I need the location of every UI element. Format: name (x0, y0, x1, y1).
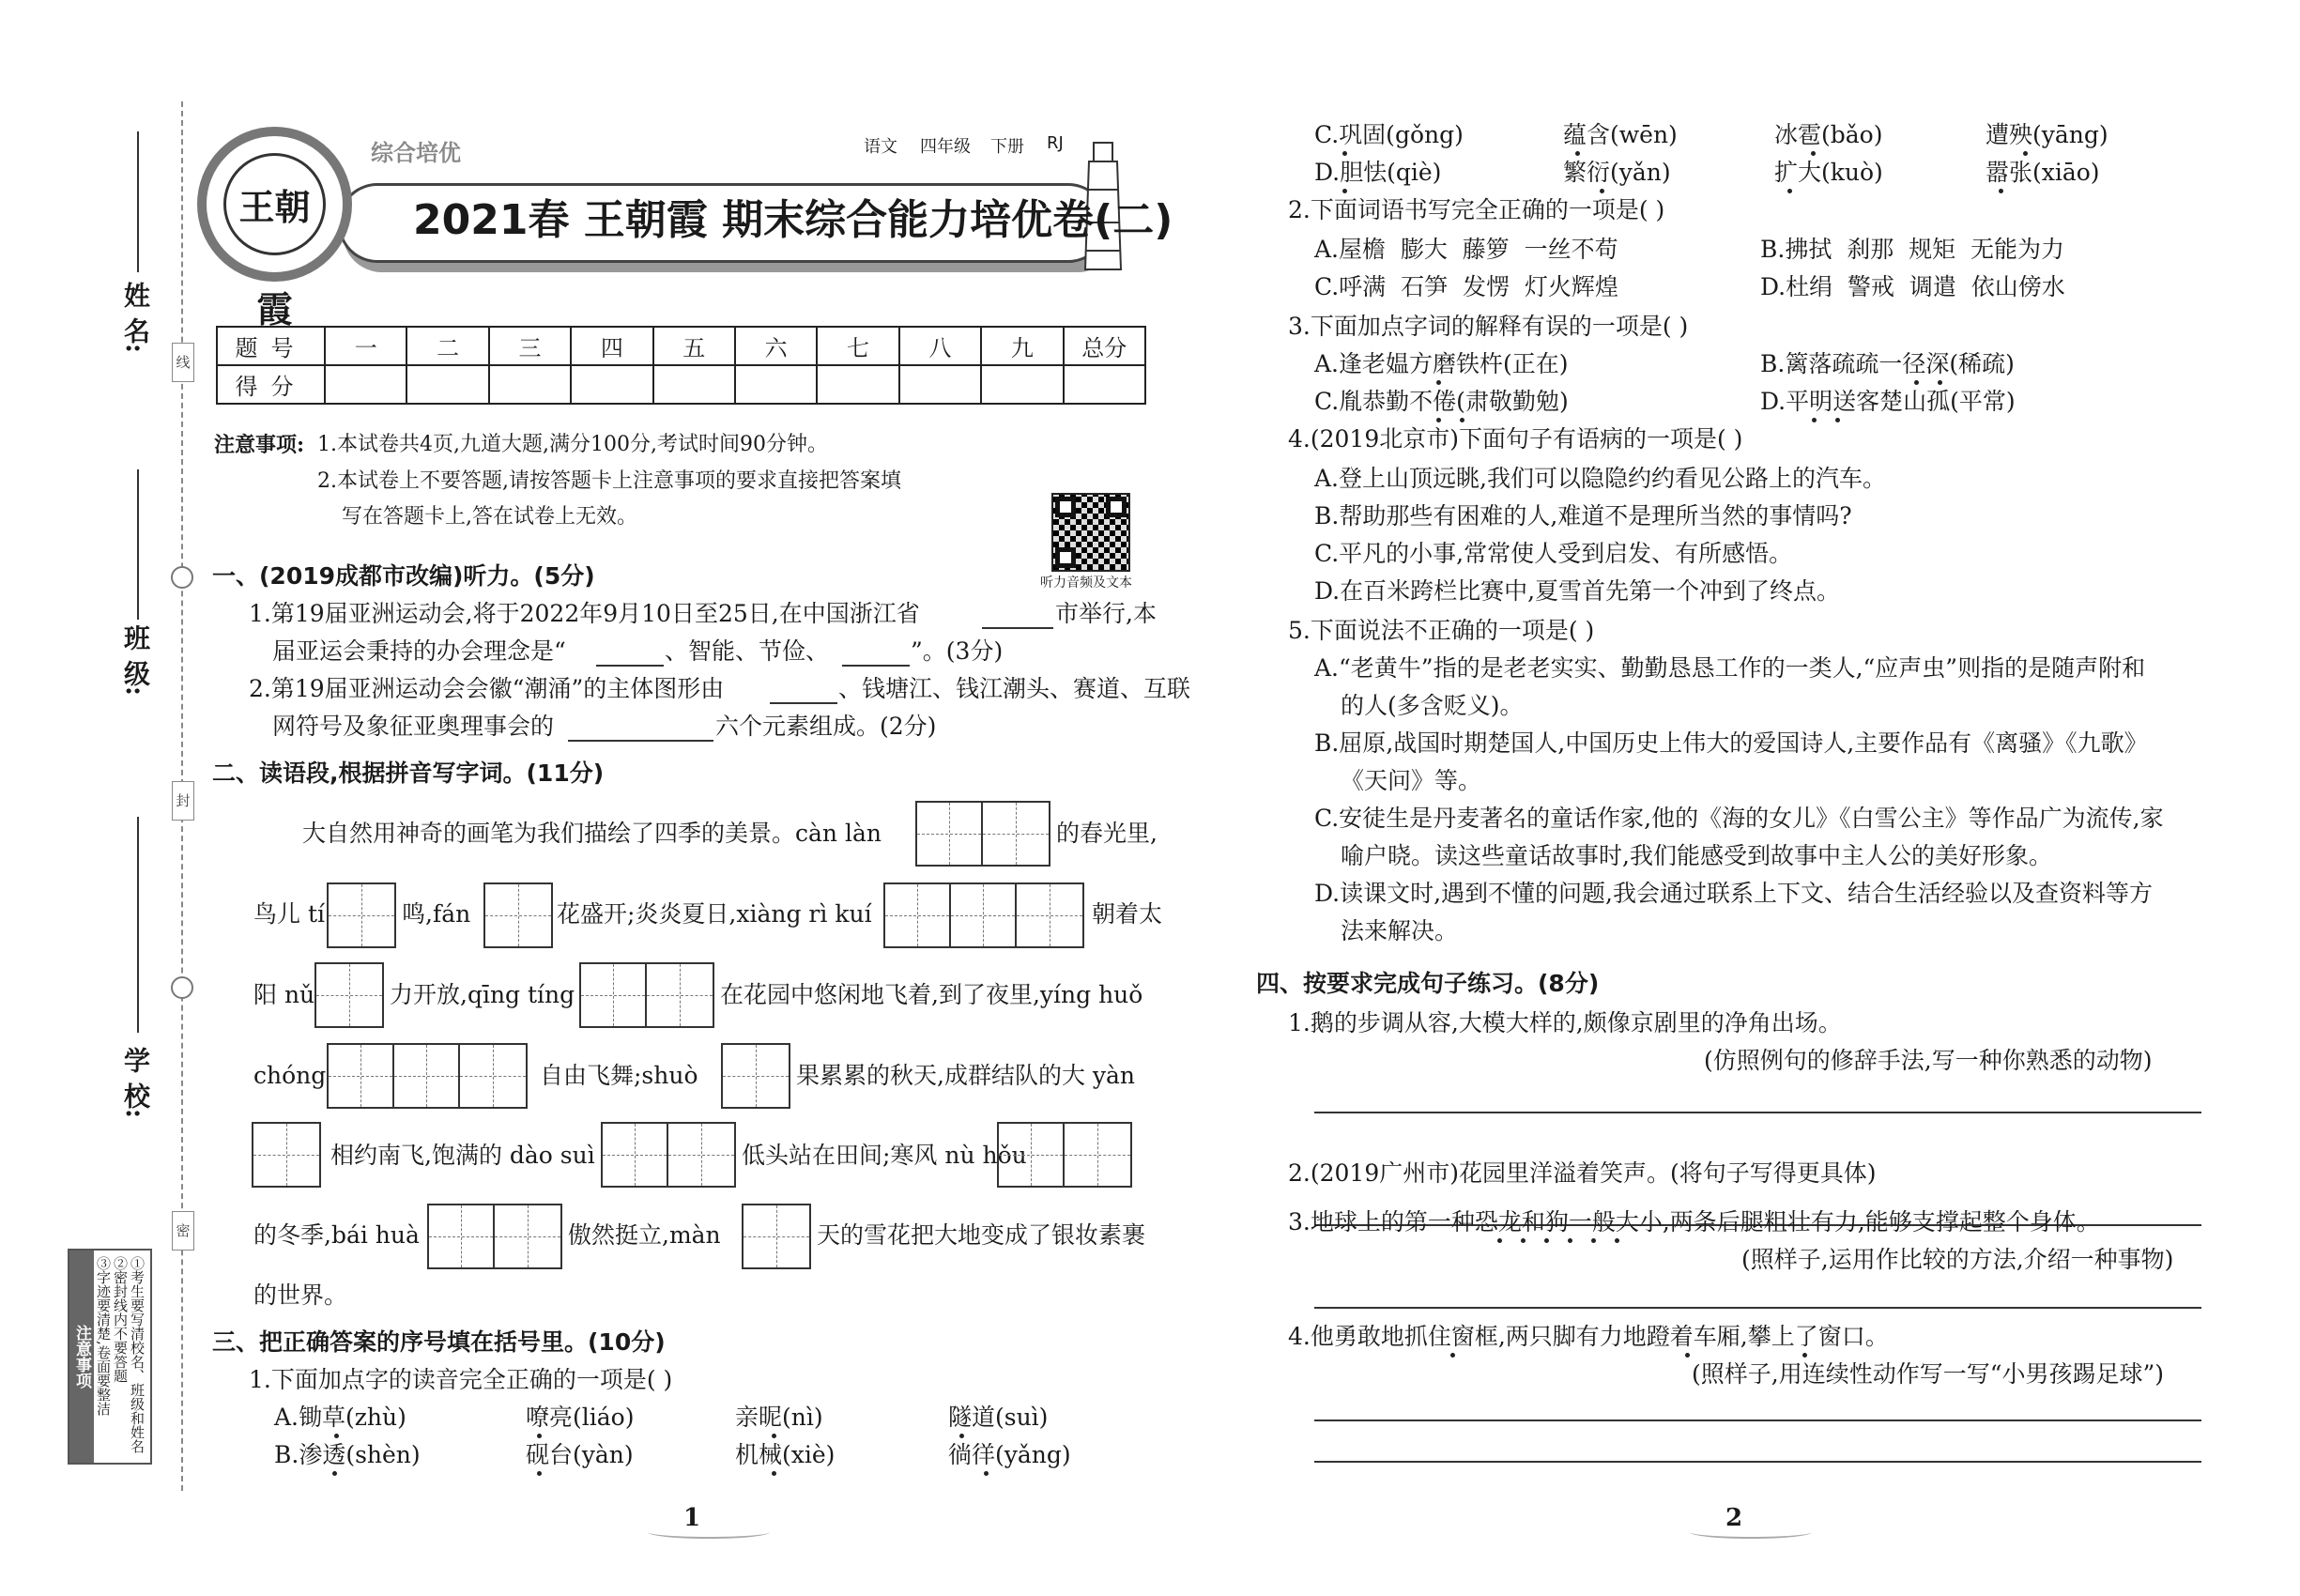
emphasis-dot (1544, 1238, 1549, 1243)
score-cell[interactable] (981, 365, 1063, 404)
score-cell[interactable] (817, 365, 898, 404)
s3-q2-option-c: C.呼满 石笋 发愣 灯火辉煌 (1314, 273, 1618, 300)
notice-title: 注意事项 (69, 1251, 94, 1463)
s3-q4-option-d: D.在百米跨栏比赛中,夏雪首先第一个冲到了终点。 (1314, 577, 1841, 605)
score-cell[interactable] (1064, 365, 1145, 404)
emphasis-dot (1835, 418, 1840, 422)
char-grid[interactable] (314, 962, 384, 1028)
char-grid[interactable] (252, 1122, 321, 1188)
table-header-cell: 三 (489, 327, 571, 365)
score-cell[interactable] (489, 365, 571, 404)
exam-title: 2021春 王朝霞 期末综合能力培优卷(二) (413, 196, 1173, 244)
s4-q4: 4.他勇敢地抓住窗框,两只脚有力地蹬着车厢,攀上了窗口。 (1288, 1323, 1889, 1350)
char-grid[interactable] (601, 1122, 736, 1188)
s4-q3: 3.地球上的第一种恐龙和狗一般大小,两条后腿粗壮有力,能够支撑起整个身体。 (1288, 1208, 2100, 1235)
notice-item: ①考生要写清校名、班级和姓名 (129, 1256, 146, 1453)
s1-q2-line1-tail: 、钱塘江、钱江潮头、赛道、互联 (838, 675, 1191, 702)
s3-q1-option-a: 亲昵(nì) (735, 1404, 823, 1431)
qr-caption: 听力音频及文本 (1040, 575, 1132, 591)
table-header-cell: 四 (571, 327, 652, 365)
s2-text: 低头站在田间;寒风 nù hǒu (742, 1142, 1027, 1169)
answer-line[interactable] (1314, 1420, 2201, 1421)
s2-text: 花盛开;炎炎夏日,xiàng rì kuí (557, 900, 872, 928)
emphasis-dot (2023, 151, 2028, 156)
emphasis-dot (1436, 418, 1441, 422)
table-header-cell: 九 (981, 327, 1063, 365)
emphasis-dot (332, 1471, 337, 1476)
emphasis-dot (1521, 1238, 1526, 1243)
s3-q2-option-a: A.屋檐 膨大 藤箩 一丝不苟 (1314, 236, 1618, 263)
table-header-cell: 得分 (217, 365, 325, 404)
answer-blank[interactable] (596, 665, 664, 667)
s4-q1: 1.鹅的步调从容,大模大样的,颇像京剧里的净角出场。 (1288, 1009, 1842, 1036)
emphasis-dot (1999, 189, 2003, 193)
exam-notice-box (68, 1249, 152, 1465)
s1-q1-line2b: 、智能、节俭、 (665, 637, 830, 665)
s3-q2-option-b: B.拂拭 刹那 规矩 无能为力 (1760, 236, 2064, 263)
grade-label: 四年级 (920, 137, 971, 157)
s3-q5-option-a-cont: 的人(多含贬义)。 (1341, 692, 1524, 719)
section-tab: 综合培优 (371, 140, 461, 166)
s2-text: 大自然用神奇的画笔为我们描绘了四季的美景。càn làn (302, 820, 882, 847)
s2-text: 朝着太 (1092, 900, 1163, 928)
char-grid[interactable] (579, 962, 714, 1028)
name-write-line[interactable] (137, 131, 139, 272)
char-grid[interactable] (483, 882, 553, 948)
s3-q1-option-a: 嘹亮(liáo) (526, 1404, 635, 1431)
s1-q2-line2: 网符号及象征亚奥理事会的 (272, 713, 555, 740)
s3-q4: 4.(2019北京市)下面句子有语病的一项是( ) (1288, 425, 1743, 453)
s3-q4-option-b: B.帮助那些有困难的人,难道不是理所当然的事情吗? (1314, 502, 1852, 529)
section-3-heading: 三、把正确答案的序号填在括号里。(10分) (212, 1328, 666, 1356)
char-grid[interactable] (327, 1043, 528, 1109)
score-cell[interactable] (899, 365, 981, 404)
score-cell[interactable] (406, 365, 488, 404)
score-cell[interactable] (653, 365, 735, 404)
answer-blank[interactable] (842, 665, 910, 667)
page-number: 1 (683, 1504, 701, 1532)
emphasis-dot (772, 1434, 776, 1438)
table-header-cell: 八 (899, 327, 981, 365)
brand-name: 王朝霞 (223, 153, 326, 255)
s3-q1-option-c: 冰雹(bǎo) (1774, 121, 1883, 148)
s2-text: 在花园中悠闲地飞着,到了夜里,yíng huǒ (720, 981, 1143, 1008)
s3-q1-option-b: 徜徉(yǎng) (948, 1441, 1071, 1468)
notice-item: ②密封线内不要答题 (112, 1256, 129, 1383)
s4-q2: 2.(2019广州市)花园里洋溢着笑声。(将句子写得更具体) (1288, 1159, 1877, 1187)
answer-line[interactable] (1314, 1461, 2201, 1463)
emphasis-dot (537, 1434, 542, 1438)
char-grid[interactable] (742, 1204, 811, 1269)
s3-q1-option-b: 机械(xiè) (735, 1441, 836, 1468)
notes-item-2-cont: 写在答题卡上,答在试卷上无效。 (342, 505, 637, 529)
notes-label: 注意事项: (214, 433, 305, 457)
emphasis-dot (537, 1471, 542, 1476)
score-cell[interactable] (571, 365, 652, 404)
s4-q3-hint: (照样子,运用作比较的方法,介绍一种事物) (1741, 1246, 2174, 1273)
table-header-cell: 五 (653, 327, 735, 365)
subject-label: 语文 (864, 137, 897, 157)
seal-mark-feng: 封 (172, 781, 194, 821)
emphasis-dot (1600, 189, 1604, 193)
table-row (217, 327, 1145, 365)
s2-text: 的春光里, (1056, 820, 1158, 847)
emphasis-dot (1615, 1238, 1619, 1243)
edition-label: RJ (1047, 133, 1064, 153)
qr-finder (1055, 547, 1076, 568)
notes-item-1: 1.本试卷共4页,九道大题,满分100分,考试时间90分钟。 (317, 433, 828, 456)
s3-q1-option-c: C.巩固(gǒng) (1314, 121, 1464, 148)
class-label: 班 级: (120, 624, 151, 697)
seal-mark-xian: 线 (172, 343, 194, 382)
emphasis-dot (1460, 418, 1464, 422)
s3-q5-option-c: C.安徒生是丹麦著名的童话作家,他的《海的女儿》《白雪公主》等作品广为流传,家 (1314, 805, 2164, 832)
s2-text: 阳 nǔ (253, 981, 315, 1008)
page-ornament (648, 1526, 770, 1539)
s3-q5-option-b: B.屈原,战国时期楚国人,中国历史上伟大的爱国诗人,主要作品有《离骚》《九歌》 (1314, 729, 2148, 757)
table-header-cell: 总分 (1064, 327, 1145, 365)
s1-q1-line1: 1.第19届亚洲运动会,将于2022年9月10日至25日,在中国浙江省 (249, 600, 920, 627)
emphasis-dot (1787, 189, 1792, 193)
char-grid[interactable] (327, 882, 396, 948)
s3-q3: 3.下面加点字词的解释有误的一项是( ) (1288, 313, 1689, 340)
s3-q1-option-d: 扩大(kuò) (1774, 159, 1883, 186)
s4-q1-hint: (仿照例句的修辞手法,写一种你熟悉的动物) (1704, 1047, 2153, 1074)
s3-q1-option-d: D.胆怯(qiè) (1314, 159, 1442, 186)
s1-q1-line1-tail: 市举行,本 (1055, 600, 1157, 627)
name-label: 姓 名: (120, 282, 151, 354)
notes-item-2: 2.本试卷上不要答题,请按答题卡上注意事项的要求直接把答案填 (317, 469, 901, 493)
emphasis-dot (1575, 151, 1580, 156)
emphasis-dot (1591, 1238, 1596, 1243)
emphasis-dot (1914, 380, 1919, 385)
answer-blank[interactable] (982, 627, 1053, 629)
s3-q1-option-d: 繁衍(yǎn) (1563, 159, 1671, 186)
qr-finder (1106, 497, 1127, 517)
table-header-cell: 二 (406, 327, 488, 365)
s4-q4-hint: (照样子,用连续性动作写一写“小男孩踢足球”) (1692, 1360, 2165, 1388)
score-cell[interactable] (735, 365, 817, 404)
emphasis-dot (1436, 380, 1441, 385)
page-ornament (1690, 1526, 1812, 1539)
s1-q2-line1: 2.第19届亚洲运动会会徽“潮涌”的主体图形由 (249, 675, 725, 702)
s2-text: chóng (253, 1062, 327, 1089)
answer-blank[interactable] (770, 702, 837, 704)
s3-q1: 1.下面加点字的读音完全正确的一项是( ) (249, 1366, 673, 1393)
emphasis-dot (1497, 1238, 1502, 1243)
s3-q5-option-d-cont: 法来解决。 (1341, 917, 1459, 944)
emphasis-dot (984, 1471, 989, 1476)
table-header-cell: 题号 (217, 327, 325, 365)
s3-q5-option-b-cont: 《天问》等。 (1341, 767, 1482, 794)
punch-hole-icon (171, 976, 193, 999)
emphasis-dot (1811, 151, 1816, 156)
s3-q5: 5.下面说法不正确的一项是( ) (1288, 617, 1595, 644)
char-grid[interactable] (883, 882, 1084, 948)
s1-q2-line2-tail: 六个元素组成。(2分) (715, 713, 937, 740)
emphasis-dot (1568, 1238, 1572, 1243)
answer-blank[interactable] (568, 740, 713, 742)
emphasis-dot (1685, 1353, 1690, 1358)
s3-q5-option-a: A.“老黄牛”指的是老老实实、勤勤恳恳工作的一类人,“应声虫”则指的是随声附和 (1314, 654, 2146, 682)
volume-label: 下册 (990, 137, 1024, 157)
score-table (216, 326, 1146, 405)
s3-q5-option-d: D.读课文时,遇到不懂的问题,我会通过联系上下文、结合生活经验以及查资料等方 (1314, 880, 2153, 907)
s3-q1-option-a: A.锄草(zhù) (274, 1404, 406, 1431)
s3-q1-option-b: B.渗透(shèn) (274, 1441, 421, 1468)
emphasis-dot (1342, 151, 1347, 156)
s2-text: 相约南飞,饱满的 dào suì (330, 1142, 595, 1169)
char-grid[interactable] (721, 1043, 790, 1109)
s3-q3-option-a: A.逢老媪方磨铁杵(正在) (1314, 350, 1569, 377)
s1-q1-line2a: 届亚运会秉持的办会理念是“ (272, 637, 566, 665)
s2-text: 鸣,fán (402, 900, 471, 928)
table-header-cell: 七 (817, 327, 898, 365)
s3-q1-option-b: 砚台(yàn) (526, 1441, 634, 1468)
emphasis-dot (772, 1471, 776, 1476)
s3-q5-option-c-cont: 喻户晓。读这些童话故事时,我们能感受到故事中主人公的美好形象。 (1341, 842, 2052, 869)
emphasis-dot (1802, 1353, 1807, 1358)
char-grid[interactable] (915, 801, 1050, 867)
s2-text: 天的雪花把大地变成了银妆素裹 (817, 1221, 1146, 1249)
s2-text: 鸟儿 tí (253, 900, 325, 928)
s2-text: 自由飞舞;shuò (540, 1062, 698, 1089)
s2-text: 的世界。 (253, 1281, 348, 1309)
s3-q1-option-a: 隧道(suì) (948, 1404, 1049, 1431)
s3-q1-option-c: 遭殃(yāng) (1986, 121, 2108, 148)
class-write-line[interactable] (137, 469, 139, 620)
s3-q2: 2.下面词语书写完全正确的一项是( ) (1288, 196, 1665, 223)
s2-text: 力开放,qīng tíng (390, 981, 575, 1008)
s3-q3-option-d: D.平明送客楚山孤(平常) (1760, 388, 2016, 415)
table-header-cell: 一 (325, 327, 406, 365)
answer-line[interactable] (1314, 1112, 2201, 1113)
seal-mark-mi: 密 (172, 1211, 194, 1251)
emphasis-dot (334, 1434, 339, 1438)
section-1-heading: 一、(2019成都市改编)听力。(5分) (212, 562, 595, 590)
school-label: 学 校: (120, 1047, 151, 1119)
section-2-heading: 二、读语段,根据拼音写字词。(11分) (212, 760, 605, 787)
page-number: 2 (1725, 1504, 1743, 1532)
qr-finder (1055, 497, 1076, 517)
qr-code[interactable] (1051, 493, 1130, 572)
s2-text: 傲然挺立,màn (568, 1221, 721, 1249)
s3-q2-option-d: D.杜绢 警戒 调遣 依山傍水 (1760, 273, 2065, 300)
brand-logo (197, 127, 352, 330)
s2-text: 果累累的秋天,成群结队的大 yàn (796, 1062, 1136, 1089)
char-grid[interactable] (997, 1122, 1132, 1188)
notice-item: ③字迹要清楚,卷面要整洁 (95, 1256, 112, 1416)
s2-text: 的冬季,bái huà (253, 1221, 420, 1249)
s3-q1-option-d: 嚣张(xiāo) (1986, 159, 2100, 186)
emphasis-dot (1938, 380, 1942, 385)
s3-q3-option-b: B.篱落疏疏一径深(稀疏) (1760, 350, 2015, 377)
answer-line[interactable] (1314, 1307, 2201, 1309)
s1-q1-line2c: ”。(3分) (911, 637, 1004, 665)
s3-q4-option-c: C.平凡的小事,常常使人受到启发、有所感悟。 (1314, 540, 1793, 567)
emphasis-dot (1812, 418, 1817, 422)
emphasis-dot (1342, 189, 1347, 193)
table-row (217, 365, 1145, 404)
s3-q4-option-a: A.登上山顶远眺,我们可以隐隐约约看见公路上的汽车。 (1314, 465, 1886, 492)
s3-q1-option-c: 蕴含(wēn) (1563, 121, 1678, 148)
punch-hole-icon (171, 566, 193, 589)
s3-q3-option-c: C.胤恭勤不倦(肃敬勤勉) (1314, 388, 1569, 415)
table-header-cell: 六 (735, 327, 817, 365)
school-write-line[interactable] (137, 817, 139, 1033)
emphasis-dot (959, 1434, 964, 1438)
section-4-heading: 四、按要求完成句子练习。(8分) (1256, 970, 1600, 997)
char-grid[interactable] (427, 1204, 562, 1269)
emphasis-dot (1450, 1353, 1455, 1358)
score-cell[interactable] (325, 365, 406, 404)
